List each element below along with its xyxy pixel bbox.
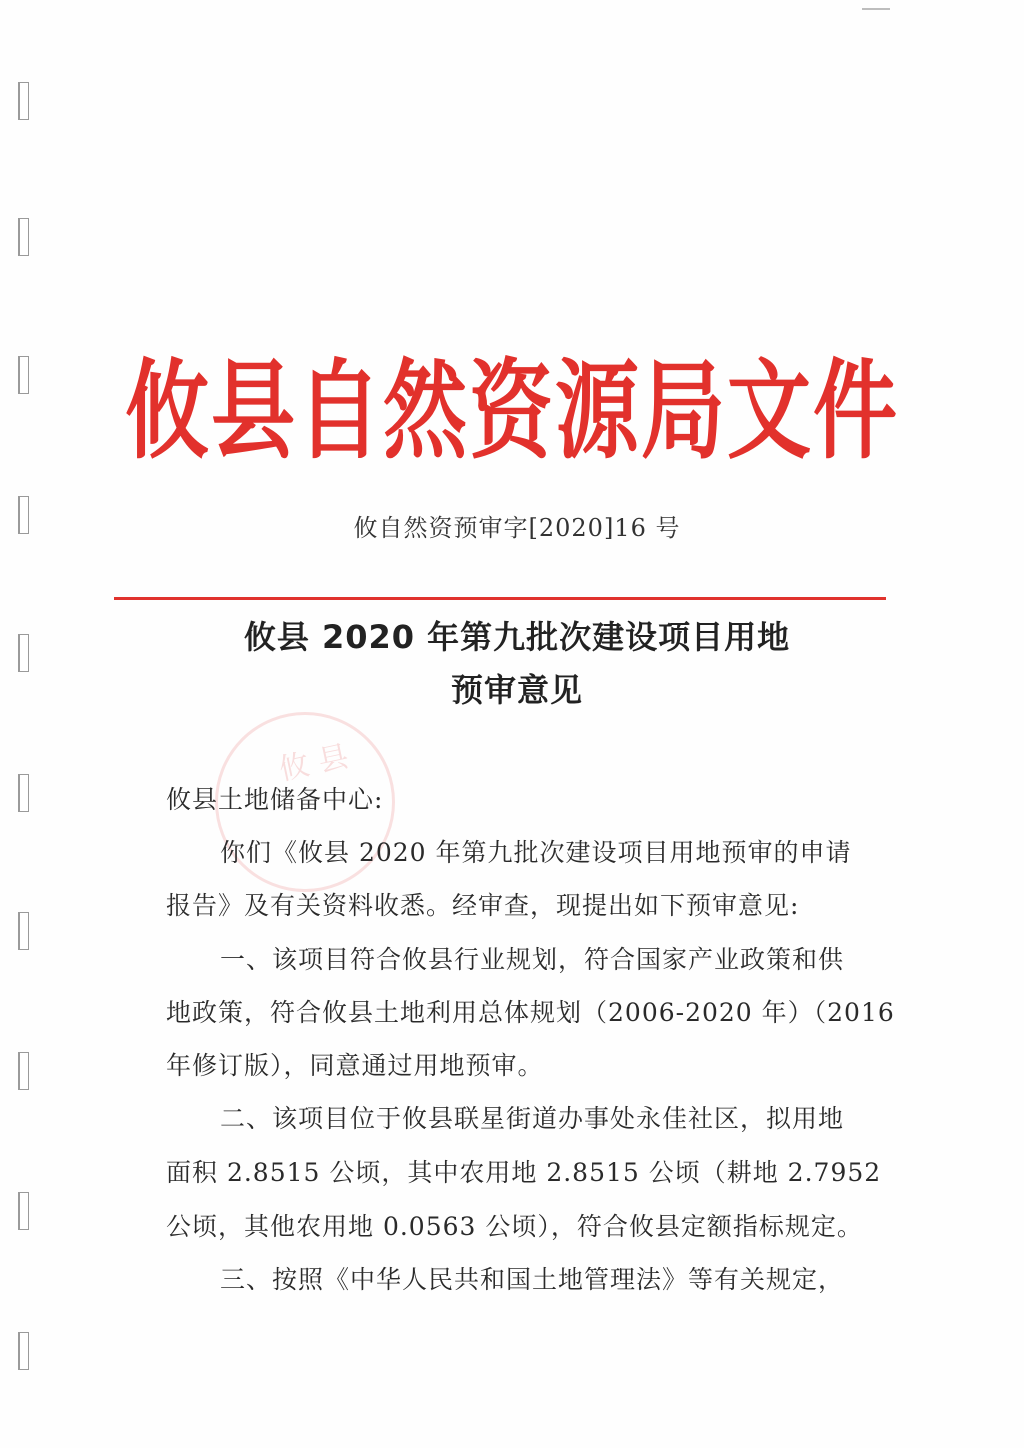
body-line: 一、该项目符合攸县行业规划，符合国家产业政策和供 — [220, 945, 845, 974]
document-title-line-1: 攸县 2020 年第九批次建设项目用地 — [243, 618, 791, 656]
body-line: 年修订版），同意通过用地预审。 — [166, 1051, 544, 1080]
binding-hole-mark — [18, 218, 29, 256]
binding-hole-mark — [18, 912, 29, 950]
addressee: 攸县土地储备中心: — [166, 785, 384, 814]
body-line: 公顷，其他农用地 0.0563 公顷），符合攸县定额指标规定。 — [166, 1212, 863, 1241]
body-line: 面积 2.8515 公顷，其中农用地 2.8515 公顷（耕地 2.7952 — [166, 1158, 882, 1187]
body-line: 地政策，符合攸县土地利用总体规划（2006-2020 年）（2016 — [166, 998, 895, 1027]
binding-hole-mark — [18, 1332, 29, 1370]
scan-mark — [862, 8, 890, 10]
body-line: 三、按照《中华人民共和国土地管理法》等有关规定， — [220, 1265, 845, 1294]
binding-hole-mark — [18, 1192, 29, 1230]
body-line: 二、该项目位于攸县联星街道办事处永佳社区，拟用地 — [220, 1104, 845, 1133]
red-separator-rule — [114, 597, 886, 600]
binding-hole-mark — [18, 774, 29, 812]
document-number: 攸自然资预审字[2020]16 号 — [353, 514, 681, 542]
document-title-line-2: 预审意见 — [450, 671, 583, 709]
body-line: 你们《攸县 2020 年第九批次建设项目用地预审的申请 — [220, 838, 852, 867]
seal-text: 攸县 — [275, 736, 362, 788]
binding-hole-mark — [18, 1052, 29, 1090]
org-header-title: 攸县自然资源局文件 — [124, 346, 899, 474]
body-line: 报告》及有关资料收悉。经审查，现提出如下预审意见: — [166, 891, 800, 920]
binding-hole-mark — [18, 82, 29, 120]
